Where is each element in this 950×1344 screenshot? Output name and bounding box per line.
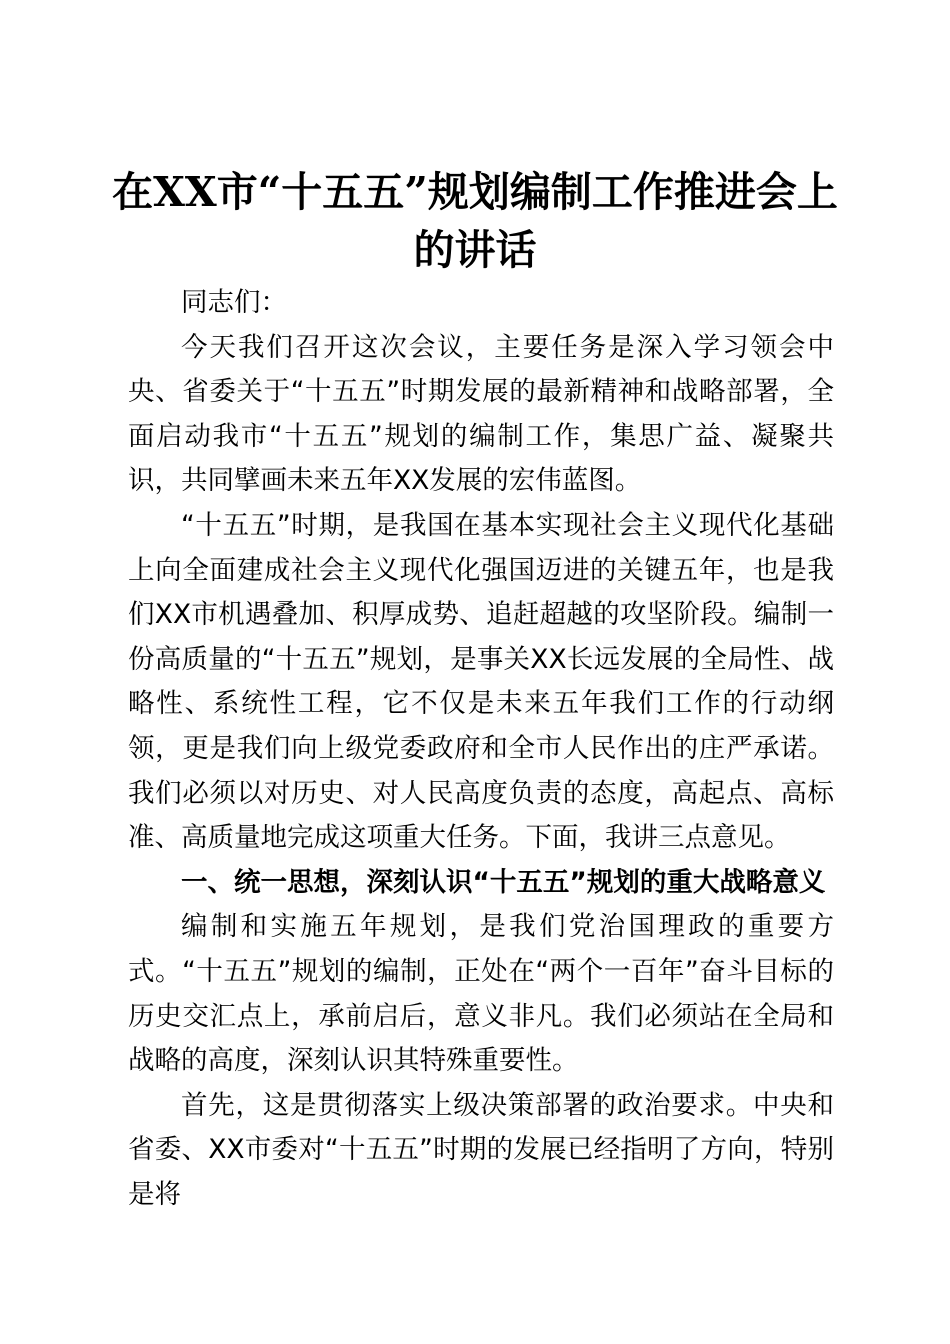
paragraph-section-one-intro: 编制和实施五年规划，是我们党治国理政的重要方式。“十五五”规划的编制，正处在“两个一百年”奋斗目标的历史交汇点上，承前启后，意义非凡。我们必须站在全局和战略的高度，深刻认识其特殊重要性。 [128, 911, 834, 1077]
document-title: 在XX市“十五五”规划编制工作推进会上的讲话 [112, 168, 838, 274]
paragraph-context: “十五五”时期，是我国在基本实现社会主义现代化基础上向全面建成社会主义现代化强国迈进的关键五年，也是我们XX市机遇叠加、积厚成势、追赶超越的攻坚阶段。编制一份高质量的“十五五”规划，是事关XX长远发展的全局性、战略性、系统性工程，它不仅是未来五年我们工作的行动纲领，更是我们向上级党委政府和全市人民作出的庄严承诺。我们必须以对历史、对人民高度负责的态度，高起点、高标准、高质量地完成这项重大任务。下面，我讲三点意见。 [128, 509, 834, 854]
section-heading-one: 一、统一思想，深刻认识“十五五”规划的重大战略意义 [181, 866, 826, 898]
paragraph-intro: 今天我们召开这次会议，主要任务是深入学习领会中央、省委关于“十五五”时期发展的最新精神和战略部署，全面启动我市“十五五”规划的编制工作，集思广益、凝聚共识，共同擘画未来五年XX发展的宏伟蓝图。 [128, 331, 834, 497]
greeting: 同志们： [181, 287, 287, 318]
document-body [128, 281, 834, 1217]
paragraph-section-one-first-point: 首先，这是贯彻落实上级决策部署的政治要求。中央和省委、XX市委对“十五五”时期的发展已经指明了方向，特别是将 [128, 1089, 834, 1210]
